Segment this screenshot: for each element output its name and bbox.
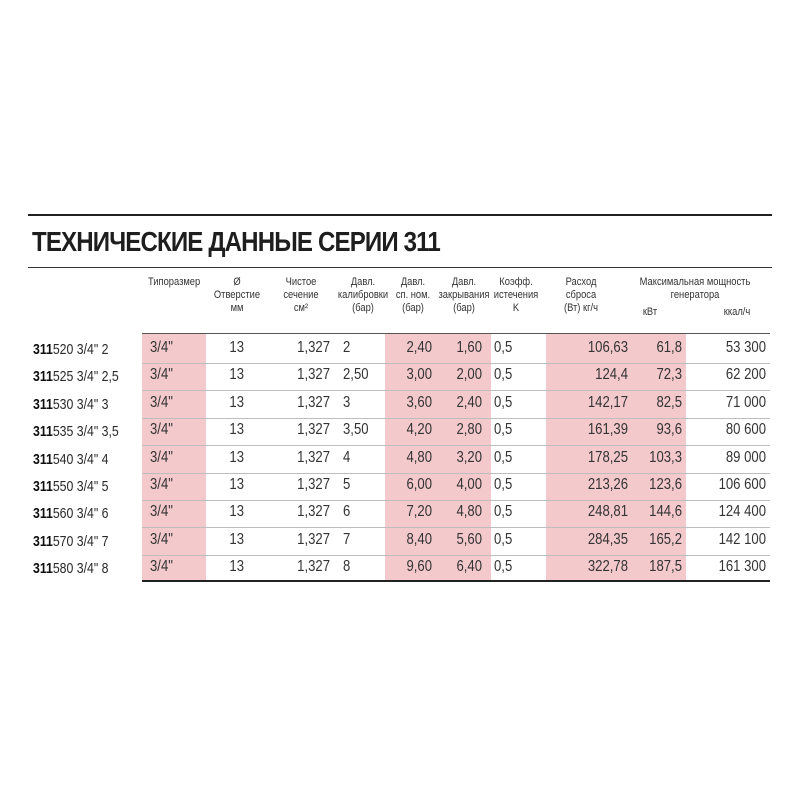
cell-kw: 72,3 bbox=[656, 366, 682, 384]
cell-nominal: 7,20 bbox=[406, 503, 432, 521]
table-row bbox=[0, 473, 800, 500]
cell-section: 1,327 bbox=[297, 393, 330, 411]
cell-calibration: 4 bbox=[343, 448, 351, 466]
bottom-rule bbox=[142, 580, 770, 582]
cell-kcal: 161 300 bbox=[718, 558, 766, 576]
cell-coefficient: 0,5 bbox=[494, 339, 513, 356]
cell-size: 3/4" bbox=[150, 339, 173, 356]
cell-kw: 144,6 bbox=[649, 503, 682, 521]
cell-size: 3/4" bbox=[150, 476, 173, 493]
cell-calibration: 2,50 bbox=[343, 366, 369, 384]
cell-discharge: 124,4 bbox=[595, 366, 628, 384]
cell-kcal: 80 600 bbox=[725, 421, 766, 439]
cell-kcal: 71 000 bbox=[725, 393, 766, 411]
cell-closing: 4,80 bbox=[456, 503, 482, 521]
cell-section: 1,327 bbox=[297, 530, 330, 548]
row-code: 311570 3/4" 7 bbox=[33, 532, 109, 550]
cell-bore: 13 bbox=[229, 393, 244, 411]
table-row bbox=[0, 555, 800, 582]
row-code: 311580 3/4" 8 bbox=[33, 560, 109, 578]
cell-kw: 123,6 bbox=[649, 476, 682, 493]
cell-size: 3/4" bbox=[150, 366, 173, 384]
cell-discharge: 322,78 bbox=[587, 558, 628, 576]
row-code: 311525 3/4" 2,5 bbox=[33, 368, 119, 386]
cell-section: 1,327 bbox=[297, 558, 330, 576]
header-kw: кВт bbox=[642, 306, 658, 318]
cell-kw: 61,8 bbox=[656, 339, 682, 356]
cell-nominal: 8,40 bbox=[406, 530, 432, 548]
cell-size: 3/4" bbox=[150, 530, 173, 548]
cell-coefficient: 0,5 bbox=[494, 558, 513, 576]
cell-kcal: 142 100 bbox=[718, 530, 766, 548]
cell-size: 3/4" bbox=[150, 558, 173, 576]
cell-bore: 13 bbox=[229, 530, 244, 548]
cell-coefficient: 0,5 bbox=[494, 421, 513, 439]
cell-nominal: 3,00 bbox=[406, 366, 432, 384]
cell-kw: 187,5 bbox=[649, 558, 682, 576]
cell-calibration: 8 bbox=[343, 558, 351, 576]
header-section: Чистое сечение см² bbox=[283, 276, 319, 314]
cell-coefficient: 0,5 bbox=[494, 503, 513, 521]
table-row bbox=[0, 391, 800, 418]
table-row bbox=[0, 336, 800, 363]
cell-kw: 82,5 bbox=[656, 393, 682, 411]
header-calibration-pressure: Давл. калибровки (бар) bbox=[337, 276, 389, 314]
cell-size: 3/4" bbox=[150, 503, 173, 521]
page-title: ТЕХНИЧЕСКИЕ ДАННЫЕ СЕРИИ 311 bbox=[32, 226, 440, 257]
row-code: 311540 3/4" 4 bbox=[33, 450, 109, 468]
cell-coefficient: 0,5 bbox=[494, 530, 513, 548]
cell-closing: 5,60 bbox=[456, 530, 482, 548]
cell-closing: 6,40 bbox=[456, 558, 482, 576]
header-rule bbox=[142, 333, 770, 334]
cell-section: 1,327 bbox=[297, 366, 330, 384]
row-code: 311535 3/4" 3,5 bbox=[33, 423, 119, 441]
cell-size: 3/4" bbox=[150, 448, 173, 466]
top-rule bbox=[28, 214, 772, 216]
cell-calibration: 7 bbox=[343, 530, 351, 548]
header-kcal: ккал/ч bbox=[723, 306, 751, 318]
cell-kcal: 124 400 bbox=[718, 503, 766, 521]
cell-kcal: 53 300 bbox=[725, 339, 766, 356]
cell-kw: 165,2 bbox=[649, 530, 682, 548]
cell-bore: 13 bbox=[229, 476, 244, 493]
cell-coefficient: 0,5 bbox=[494, 366, 513, 384]
row-code: 311530 3/4" 3 bbox=[33, 395, 109, 413]
cell-coefficient: 0,5 bbox=[494, 393, 513, 411]
cell-nominal: 4,80 bbox=[406, 448, 432, 466]
cell-bore: 13 bbox=[229, 503, 244, 521]
cell-bore: 13 bbox=[229, 448, 244, 466]
cell-closing: 2,00 bbox=[456, 366, 482, 384]
cell-coefficient: 0,5 bbox=[494, 448, 513, 466]
cell-closing: 2,80 bbox=[456, 421, 482, 439]
cell-coefficient: 0,5 bbox=[494, 476, 513, 493]
table-row bbox=[0, 500, 800, 527]
cell-section: 1,327 bbox=[297, 476, 330, 493]
cell-discharge: 248,81 bbox=[587, 503, 628, 521]
cell-bore: 13 bbox=[229, 366, 244, 384]
row-code: 311520 3/4" 2 bbox=[33, 341, 109, 358]
header-type-size: Типоразмер bbox=[148, 276, 201, 288]
header-coefficient: Коэфф. истечения K bbox=[493, 276, 539, 314]
cell-discharge: 213,26 bbox=[587, 476, 628, 493]
cell-size: 3/4" bbox=[150, 393, 173, 411]
cell-closing: 4,00 bbox=[456, 476, 482, 493]
table-row bbox=[0, 528, 800, 555]
cell-kw: 103,3 bbox=[649, 448, 682, 466]
row-code: 311550 3/4" 5 bbox=[33, 478, 109, 495]
cell-discharge: 284,35 bbox=[587, 530, 628, 548]
cell-section: 1,327 bbox=[297, 503, 330, 521]
header-bore: Ø Отверстие мм bbox=[213, 276, 261, 314]
cell-size: 3/4" bbox=[150, 421, 173, 439]
header-nominal-pressure: Давл. сп. ном. (бар) bbox=[395, 276, 431, 314]
cell-nominal: 6,00 bbox=[406, 476, 432, 493]
header-closing-pressure: Давл. закрывания (бар) bbox=[438, 276, 490, 314]
cell-section: 1,327 bbox=[297, 339, 330, 356]
cell-bore: 13 bbox=[229, 558, 244, 576]
cell-bore: 13 bbox=[229, 421, 244, 439]
table-row bbox=[0, 446, 800, 473]
cell-nominal: 2,40 bbox=[406, 339, 432, 356]
cell-calibration: 6 bbox=[343, 503, 351, 521]
cell-nominal: 4,20 bbox=[406, 421, 432, 439]
cell-closing: 3,20 bbox=[456, 448, 482, 466]
cell-closing: 2,40 bbox=[456, 393, 482, 411]
cell-kcal: 89 000 bbox=[725, 448, 766, 466]
header-discharge: Расход сброса (Вт) кг/ч bbox=[563, 276, 598, 314]
cell-discharge: 178,25 bbox=[587, 448, 628, 466]
header-max-power: Максимальная мощность генератора bbox=[639, 276, 751, 301]
table-row bbox=[0, 363, 800, 390]
cell-kcal: 62 200 bbox=[725, 366, 766, 384]
row-code: 311560 3/4" 6 bbox=[33, 505, 109, 523]
cell-discharge: 142,17 bbox=[587, 393, 628, 411]
cell-nominal: 3,60 bbox=[406, 393, 432, 411]
cell-calibration: 5 bbox=[343, 476, 351, 493]
cell-kw: 93,6 bbox=[656, 421, 682, 439]
cell-section: 1,327 bbox=[297, 421, 330, 439]
cell-calibration: 2 bbox=[343, 339, 351, 356]
cell-discharge: 106,63 bbox=[587, 339, 628, 356]
cell-calibration: 3 bbox=[343, 393, 351, 411]
title-rule bbox=[28, 267, 772, 268]
cell-kcal: 106 600 bbox=[718, 476, 766, 493]
cell-bore: 13 bbox=[229, 339, 244, 356]
cell-closing: 1,60 bbox=[456, 339, 482, 356]
table-row bbox=[0, 418, 800, 445]
cell-calibration: 3,50 bbox=[343, 421, 369, 439]
cell-nominal: 9,60 bbox=[406, 558, 432, 576]
cell-discharge: 161,39 bbox=[587, 421, 628, 439]
cell-section: 1,327 bbox=[297, 448, 330, 466]
